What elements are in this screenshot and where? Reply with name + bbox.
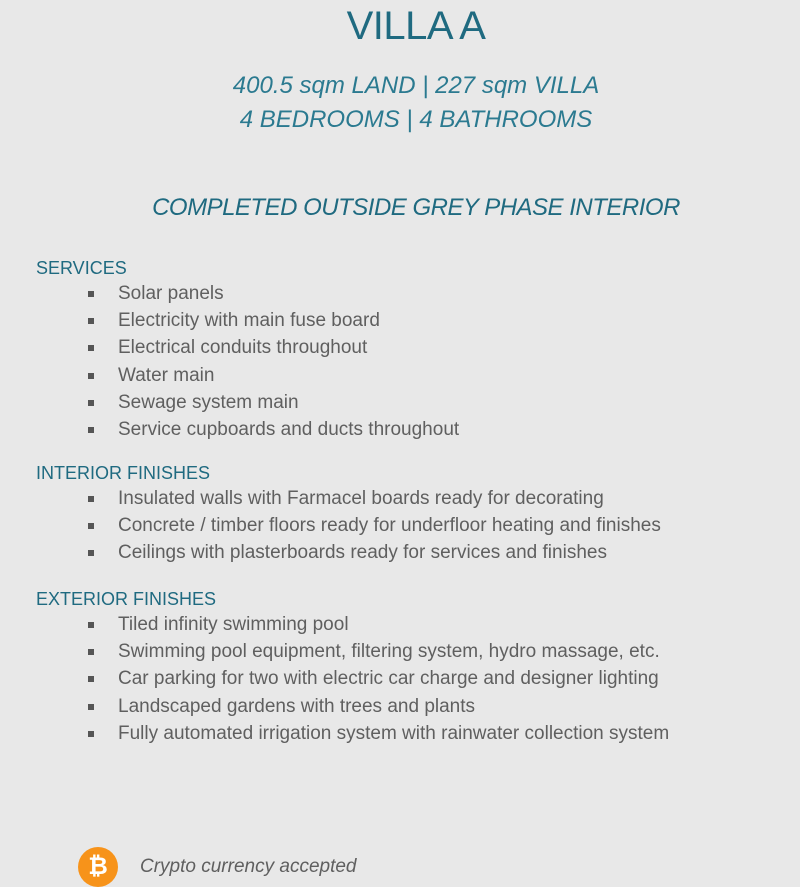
list-item-text: Insulated walls with Farmacel boards ready for decorating [118, 488, 604, 509]
page-title: VILLA A [346, 4, 486, 48]
crypto-note: Crypto currency accepted [140, 856, 357, 877]
list-item [36, 693, 796, 720]
list-item-text: Solar panels [118, 283, 224, 304]
list-item-text: Electricity with main fuse board [118, 310, 380, 332]
section-heading: INTERIOR FINISHES [36, 463, 211, 483]
bullet-icon [88, 400, 94, 406]
list-item-text: Fully automated irrigation system with rainwater collection system [118, 722, 670, 744]
size-line: 400.5 sqm LAND | 227 sqm VILLA [232, 72, 600, 99]
rooms-line: 4 BEDROOMS | 4 BATHROOMS [239, 106, 593, 133]
list-item-text: Car parking for two with electric car charge and designer lighting [118, 668, 659, 690]
list-item-text: Electrical conduits throughout [118, 337, 368, 359]
bullet-icon [88, 731, 94, 737]
list-item [36, 638, 796, 665]
section-exterior-finishes [36, 587, 796, 747]
bullet-icon [88, 649, 94, 655]
list-item [36, 416, 796, 443]
list-item-text: Landscaped gardens with trees and plants [118, 695, 476, 717]
list-item-text: Water main [118, 364, 215, 386]
list-item [36, 539, 796, 566]
list-item [36, 665, 796, 692]
section-interior-finishes [36, 461, 796, 567]
list-item [36, 720, 796, 747]
list-item [36, 485, 796, 512]
phase-heading: COMPLETED OUTSIDE GREY PHASE INTERIOR [152, 194, 680, 221]
list-item [36, 362, 796, 389]
section-services [36, 256, 796, 443]
list-item [36, 389, 796, 416]
bullet-icon [88, 704, 94, 710]
list-item-text: Concrete / timber floors ready for underfloor heating and finishes [118, 515, 661, 537]
list-item [36, 334, 796, 361]
list-item [36, 280, 796, 307]
bullet-icon [88, 523, 94, 529]
bullet-icon [88, 345, 94, 351]
list-item-text: Sewage system main [118, 391, 299, 413]
bullet-icon [88, 291, 94, 297]
section-heading: SERVICES [36, 258, 127, 278]
bitcoin-icon: ₿ [78, 847, 118, 887]
list-item-text: Ceilings with plasterboards ready for services and finishes [118, 542, 607, 564]
list-item [36, 512, 796, 539]
section-heading: EXTERIOR FINISHES [36, 589, 217, 609]
bullet-icon [88, 550, 94, 556]
bullet-icon [88, 373, 94, 379]
list-item-text: Service cupboards and ducts throughout [118, 418, 460, 440]
bullet-icon [88, 427, 94, 433]
list-item-text: Swimming pool equipment, filtering system, hydro massage, etc. [118, 641, 660, 663]
bullet-icon [88, 496, 94, 502]
bullet-icon [88, 622, 94, 628]
crypto-footer [78, 847, 357, 887]
list-item [36, 307, 796, 334]
list-item-text: Tiled infinity swimming pool [118, 614, 349, 635]
bullet-icon [88, 318, 94, 324]
bullet-icon [88, 676, 94, 682]
list-item [36, 611, 796, 638]
